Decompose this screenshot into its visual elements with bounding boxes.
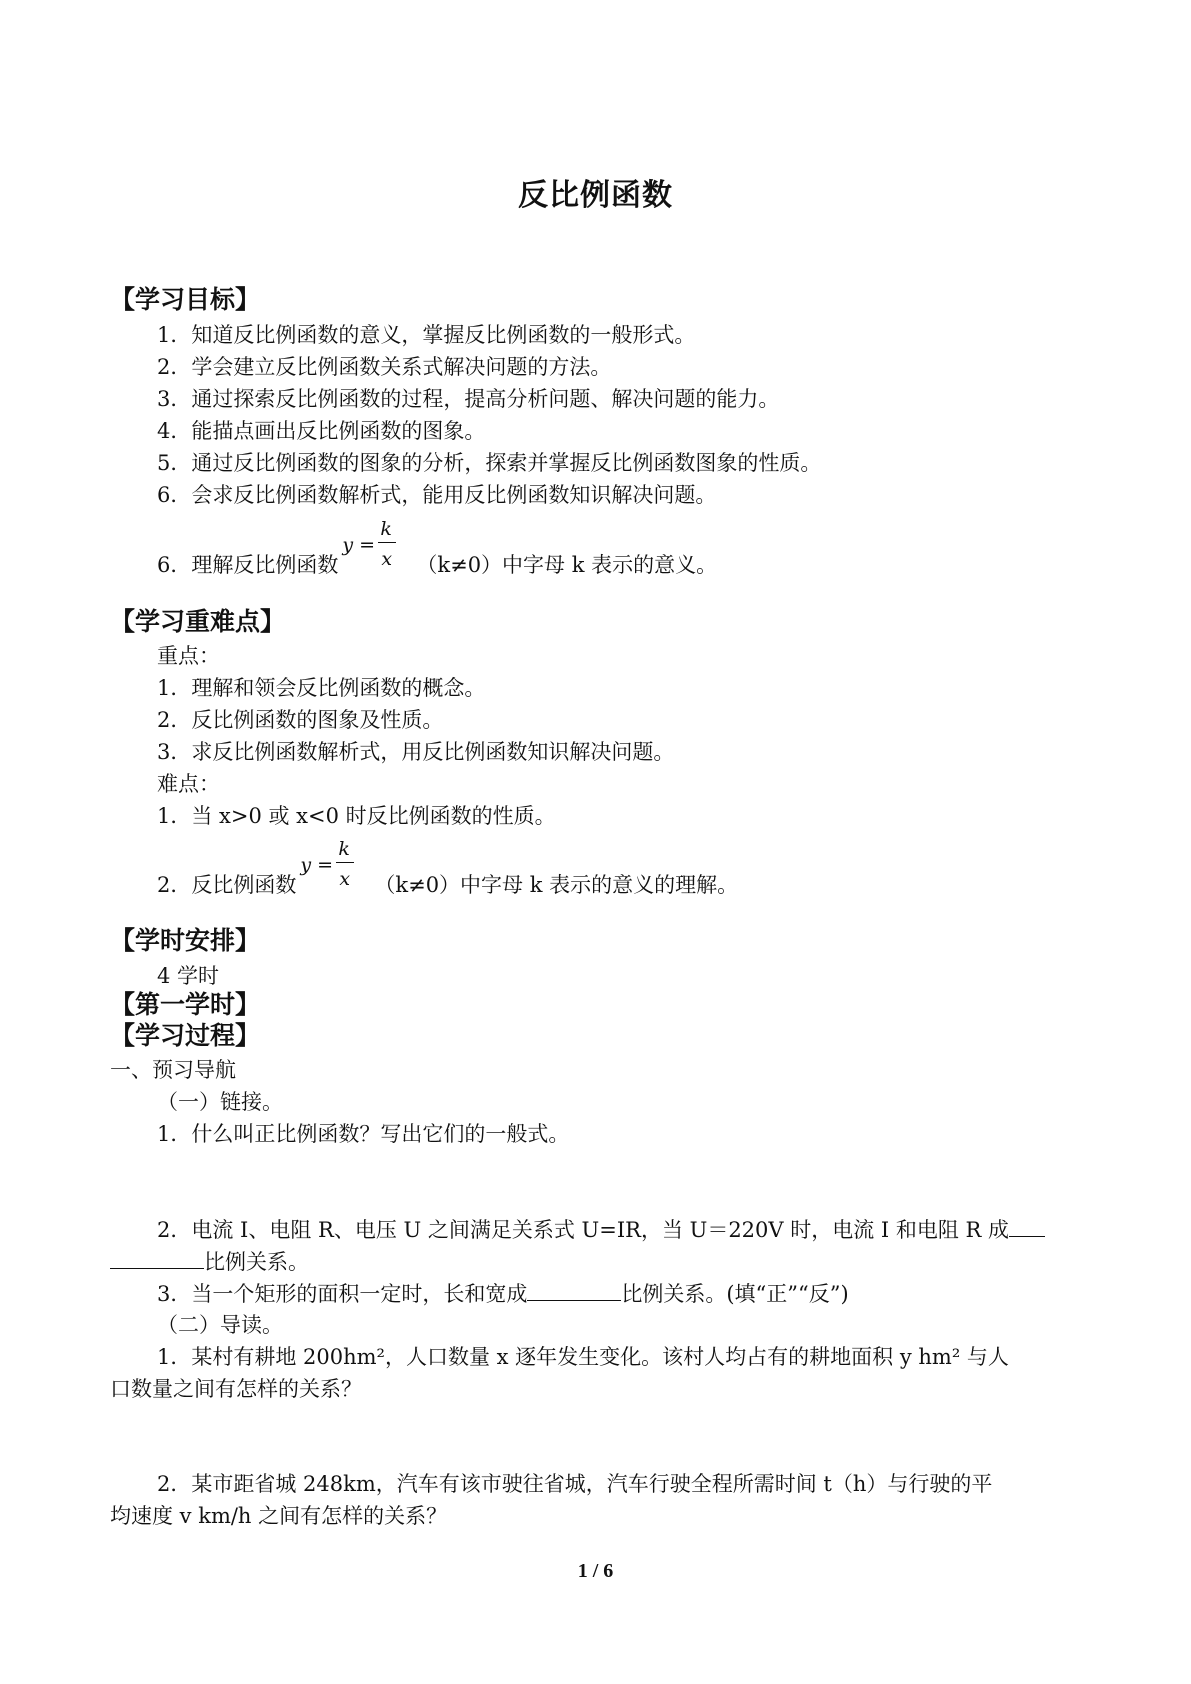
goal-item-6: 6．会求反比例函数解析式，能用反比例函数知识解决问题。	[157, 483, 717, 507]
goal-item-7-suffix: （k≠0）中字母 k 表示的意义。	[416, 553, 718, 577]
goal-item-7-prefix: 6．理解反比例函数	[157, 553, 339, 577]
formula-numerator: k	[380, 518, 392, 540]
formula-y-equals-k-over-x	[338, 518, 416, 572]
guide-1-line1: 1．某村有耕地 200hm²，人口数量 x 逐年发生变化。该村人均占有的耕地面积 y hm² 与人	[157, 1345, 1009, 1369]
key-item-3: 3．求反比例函数解析式，用反比例函数知识解决问题。	[157, 740, 675, 764]
answer-blank-proportion[interactable]	[110, 1248, 204, 1269]
page-title: 反比例函数	[518, 178, 673, 213]
goal-item-1: 1．知道反比例函数的意义，掌握反比例函数的一般形式。	[157, 323, 696, 347]
key-item-2: 2．反比例函数的图象及性质。	[157, 708, 444, 732]
goals-heading: 【学习目标】	[110, 285, 261, 314]
schedule-value: 4 学时	[157, 964, 220, 988]
lesson1-heading: 【第一学时】	[110, 990, 261, 1019]
difficulty-label: 难点：	[157, 772, 220, 796]
guide-label: （二）导读。	[157, 1313, 283, 1337]
fraction-bar	[378, 542, 396, 543]
fraction-bar	[336, 862, 354, 863]
section-preview: 一、预习导航	[110, 1058, 236, 1082]
goal-item-4: 4．能描点画出反比例函数的图象。	[157, 419, 486, 443]
key-label: 重点：	[157, 644, 220, 668]
process-heading: 【学习过程】	[110, 1021, 261, 1050]
difficulty-item-1: 1．当 x>0 或 x<0 时反比例函数的性质。	[157, 804, 556, 828]
question-3	[157, 1280, 849, 1307]
question-2-line2	[110, 1248, 309, 1275]
formula-y-equals-k-over-x	[296, 838, 374, 892]
goal-item-7	[157, 518, 718, 578]
schedule-heading: 【学时安排】	[110, 926, 261, 955]
formula-denominator: x	[339, 868, 351, 890]
formula-lhs: y =	[342, 534, 376, 556]
difficulty-item-2	[157, 838, 739, 898]
guide-2-line2: 均速度 v km/h 之间有怎样的关系？	[110, 1504, 448, 1528]
question-3-tail: 比例关系。(填“正”“反”)	[621, 1282, 849, 1306]
guide-1-line2: 口数量之间有怎样的关系？	[110, 1377, 362, 1401]
question-1: 1．什么叫正比例函数？写出它们的一般式。	[157, 1122, 570, 1146]
goal-item-3: 3．通过探索反比例函数的过程，提高分析问题、解决问题的能力。	[157, 387, 780, 411]
page-number: 1 / 6	[577, 1560, 614, 1582]
formula-lhs: y =	[300, 854, 334, 876]
guide-2-line1: 2．某市距省城 248km，汽车有该市驶往省城，汽车行驶全程所需时间 t（h）与行驶的平	[157, 1472, 993, 1496]
formula-numerator: k	[338, 838, 350, 860]
question-3-text: 3．当一个矩形的面积一定时，长和宽成	[157, 1282, 528, 1306]
link-label: （一）链接。	[157, 1090, 283, 1114]
key-item-1: 1．理解和领会反比例函数的概念。	[157, 676, 486, 700]
answer-blank-rect[interactable]	[527, 1280, 621, 1301]
question-2-line1	[157, 1216, 1045, 1243]
goal-item-2: 2．学会建立反比例函数关系式解决问题的方法。	[157, 355, 612, 379]
difficulty-item-2-suffix: （k≠0）中字母 k 表示的意义的理解。	[374, 873, 739, 897]
difficulty-item-2-prefix: 2．反比例函数	[157, 873, 297, 897]
keypoints-heading: 【学习重难点】	[110, 607, 286, 636]
goal-item-5: 5．通过反比例函数的图象的分析，探索并掌握反比例函数图象的性质。	[157, 451, 822, 475]
answer-blank-start[interactable]	[1009, 1216, 1045, 1237]
question-2-text: 2．电流 I、电阻 R、电压 U 之间满足关系式 U=IR，当 U＝220V 时，电流 I 和电阻 R 成	[157, 1218, 1010, 1242]
formula-denominator: x	[381, 548, 393, 570]
question-2-tail: 比例关系。	[204, 1250, 309, 1274]
